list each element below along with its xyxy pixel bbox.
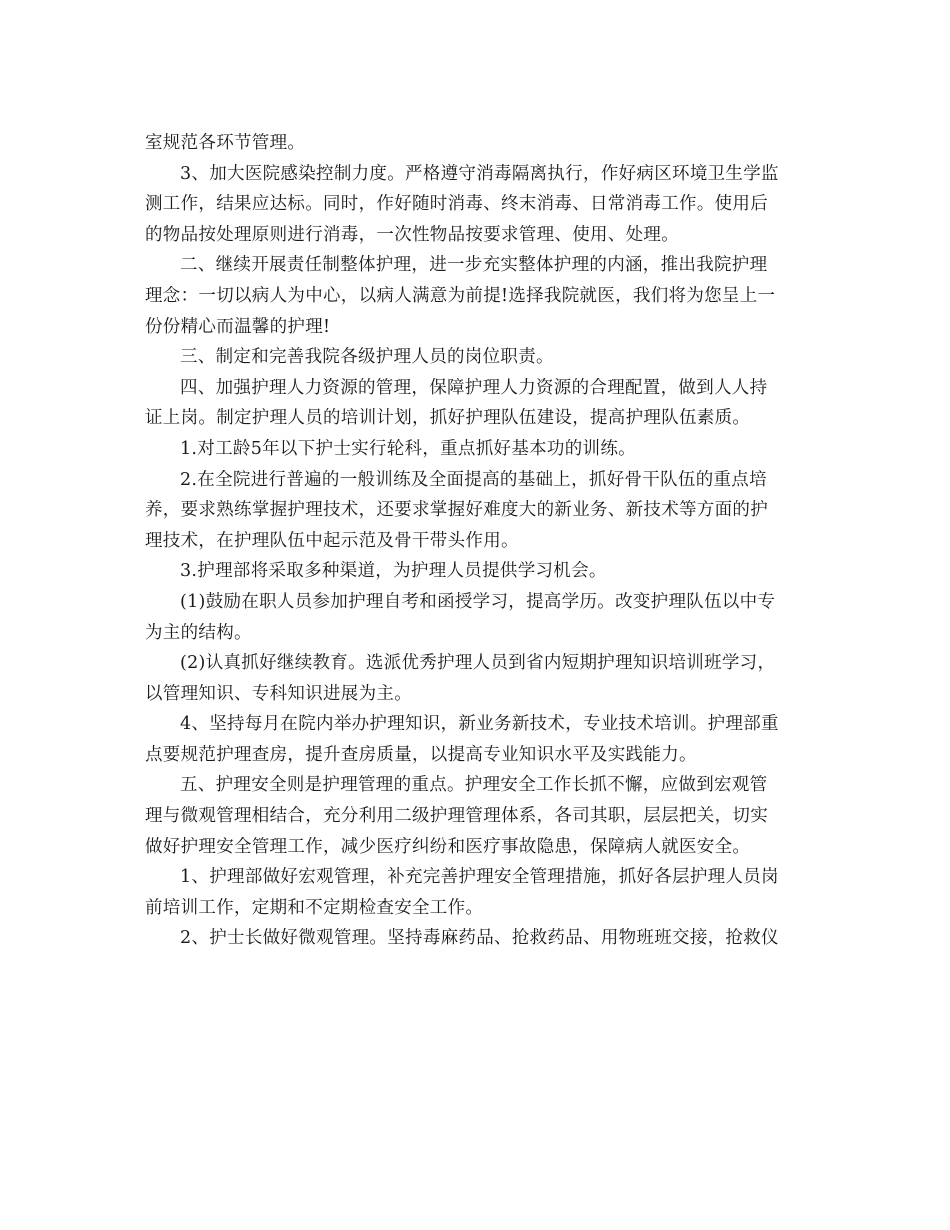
text-line: 3、加大医院感染控制力度。严格遵守消毒隔离执行，作好病区环境卫生学监 (180, 163, 779, 184)
text-line: 证上岗。制定护理人员的培训计划，抓好护理队伍建设，提高护理队伍素质。 (145, 408, 751, 429)
paragraph (145, 434, 805, 465)
text-line: (2)认真抓好继续教育。选派优秀护理人员到省内短期护理知识培训班学习， (180, 653, 776, 674)
paragraph (145, 373, 805, 434)
text-line: 二、继续开展责任制整体护理，进一步充实整体护理的内涵，推出我院护理 (180, 255, 768, 276)
text-line: 份份精心而温馨的护理! (145, 316, 331, 337)
paragraph (145, 159, 805, 251)
text-line: 2、护士长做好微观管理。坚持毒麻药品、抢救药品、用物班班交接，抢救仪 (180, 928, 779, 949)
paragraph (145, 342, 805, 373)
text-line: 理技术，在护理队伍中起示范及骨干带头作用。 (145, 530, 519, 551)
paragraph (145, 770, 805, 862)
paragraph (145, 923, 805, 954)
paragraph (145, 250, 805, 342)
text-line: 以管理知识、专科知识进展为主。 (145, 683, 412, 704)
text-line: 1.对工龄5年以下护士实行轮科，重点抓好基本功的训练。 (180, 438, 636, 459)
paragraph (145, 862, 805, 923)
text-line: 为主的结构。 (145, 622, 252, 643)
text-line: 做好护理安全管理工作，减少医疗纠纷和医疗事故隐患，保障病人就医安全。 (145, 836, 751, 857)
paragraph (145, 709, 805, 770)
document-body (145, 128, 805, 954)
text-line: 养，要求熟练掌握护理技术，还要求掌握好难度大的新业务、新技术等方面的护 (145, 500, 768, 521)
text-line: 三、制定和完善我院各级护理人员的岗位职责。 (180, 347, 554, 368)
paragraph (145, 587, 805, 648)
text-line: 测工作，结果应达标。同时，作好随时消毒、终末消毒、日常消毒工作。使用后 (145, 194, 768, 215)
text-line: 4、坚持每月在院内举办护理知识，新业务新技术，专业技术培训。护理部重 (180, 714, 779, 735)
text-line: 1、护理部做好宏观管理，补充完善护理安全管理措施，抓好各层护理人员岗 (180, 867, 779, 888)
text-line: (1)鼓励在职人员参加护理自考和函授学习，提高学历。改变护理队伍以中专 (180, 591, 776, 612)
text-line: 3.护理部将采取多种渠道，为护理人员提供学习机会。 (180, 561, 607, 582)
text-line: 理念：一切以病人为中心，以病人满意为前提!选择我院就医，我们将为您呈上一 (145, 285, 776, 306)
text-line: 室规范各环节管理。 (145, 133, 306, 153)
paragraph (145, 128, 805, 159)
paragraph (145, 648, 805, 709)
text-line: 四、加强护理人力资源的管理，保障护理人力资源的合理配置，做到人人持 (180, 377, 768, 398)
paragraph (145, 465, 805, 557)
text-line: 2.在全院进行普遍的一般训练及全面提高的基础上，抓好骨干队伍的重点培 (180, 469, 767, 490)
text-line: 五、护理安全则是护理管理的重点。护理安全工作长抓不懈，应做到宏观管 (180, 775, 768, 796)
text-line: 理与微观管理相结合，充分利用二级护理管理体系，各司其职，层层把关，切实 (145, 806, 768, 827)
text-line: 点要规范护理查房，提升查房质量，以提高专业知识水平及实践能力。 (145, 744, 697, 765)
text-line: 的物品按处理原则进行消毒，一次性物品按要求管理、使用、处理。 (145, 224, 679, 245)
text-line: 前培训工作，定期和不定期检查安全工作。 (145, 897, 484, 918)
paragraph (145, 556, 805, 587)
